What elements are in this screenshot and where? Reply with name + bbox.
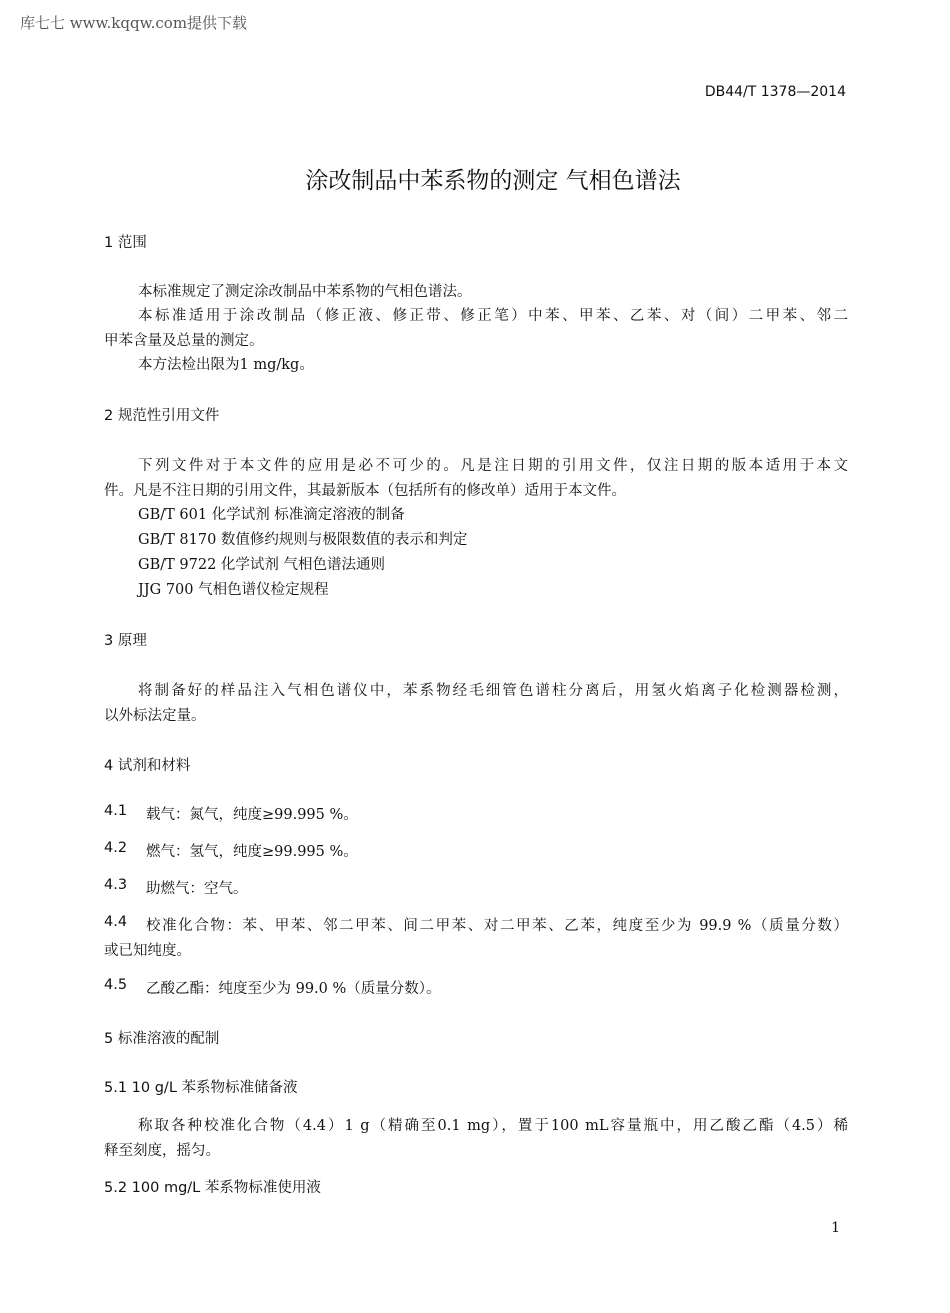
clause-text: 校准化合物：苯、甲苯、邻二甲苯、间二甲苯、对二甲苯、乙苯，纯度至少为 99.9 %（质量分数） bbox=[146, 918, 848, 934]
clause-text: 乙酸乙酯：纯度至少为 99.0 %（质量分数）。 bbox=[146, 981, 441, 997]
clause-number: 4.3 bbox=[104, 877, 128, 893]
clause-number: 4.5 bbox=[104, 977, 128, 993]
page-number: 1 bbox=[831, 1220, 840, 1236]
section-2-paragraph-line-1: 下列文件对于本文件的应用是必不可少的。凡是注日期的引用文件，仅注日期的版本适用于本文 bbox=[138, 458, 848, 474]
section-3-heading: 3 原理 bbox=[104, 633, 147, 649]
section-3-paragraph-line-2: 以外标法定量。 bbox=[104, 708, 206, 724]
section-5-heading: 5 标准溶液的配制 bbox=[104, 1031, 220, 1047]
subsection-5-2-heading: 5.2 100 mg/L 苯系物标准使用液 bbox=[104, 1180, 321, 1196]
standard-code: DB44/T 1378—2014 bbox=[704, 84, 846, 100]
subsection-5-1-paragraph-line-2: 释至刻度，摇匀。 bbox=[104, 1143, 220, 1159]
clause-number: 4.1 bbox=[104, 803, 128, 819]
section-1-paragraph-2-line-2: 甲苯含量及总量的测定。 bbox=[104, 333, 264, 349]
section-1-heading: 1 范围 bbox=[104, 235, 147, 251]
reference-item: GB/T 9722 化学试剂 气相色谱法通则 bbox=[138, 557, 386, 573]
section-2-paragraph-line-2: 件。凡是不注日期的引用文件，其最新版本（包括所有的修改单）适用于本文件。 bbox=[104, 483, 626, 499]
reference-item: GB/T 601 化学试剂 标准滴定溶液的制备 bbox=[138, 507, 405, 523]
clause-text: 载气：氮气，纯度≥99.995 %。 bbox=[146, 807, 358, 823]
reference-item: GB/T 8170 数值修约规则与极限数值的表示和判定 bbox=[138, 532, 468, 548]
clause-text-continued: 或已知纯度。 bbox=[104, 943, 191, 959]
section-1-paragraph-1: 本标准规定了测定涂改制品中苯系物的气相色谱法。 bbox=[138, 284, 472, 300]
subsection-5-1-heading: 5.1 10 g/L 苯系物标准储备液 bbox=[104, 1080, 298, 1096]
subsection-5-1-paragraph-line-1: 称取各种校准化合物（4.4）1 g（精确至0.1 mg），置于100 mL容量瓶中，用乙酸乙酯（4.5）稀 bbox=[138, 1118, 848, 1134]
section-1-paragraph-3: 本方法检出限为1 mg/kg。 bbox=[138, 357, 314, 373]
section-1-paragraph-2-line-1: 本标准适用于涂改制品（修正液、修正带、修正笔）中苯、甲苯、乙苯、对（间）二甲苯、邻二 bbox=[138, 308, 848, 324]
clause-text: 燃气：氢气，纯度≥99.995 %。 bbox=[146, 844, 358, 860]
clause-number: 4.2 bbox=[104, 840, 128, 856]
section-4-heading: 4 试剂和材料 bbox=[104, 758, 191, 774]
clause-number: 4.4 bbox=[104, 914, 128, 930]
reference-item: JJG 700 气相色谱仪检定规程 bbox=[138, 582, 329, 598]
document-title: 涂改制品中苯系物的测定 气相色谱法 bbox=[305, 168, 681, 194]
download-watermark: 库七七 www.kqqw.com提供下载 bbox=[20, 14, 248, 32]
section-2-heading: 2 规范性引用文件 bbox=[104, 408, 220, 424]
clause-text: 助燃气：空气。 bbox=[146, 881, 248, 897]
section-3-paragraph-line-1: 将制备好的样品注入气相色谱仪中，苯系物经毛细管色谱柱分离后，用氢火焰离子化检测器检测， bbox=[138, 683, 848, 699]
